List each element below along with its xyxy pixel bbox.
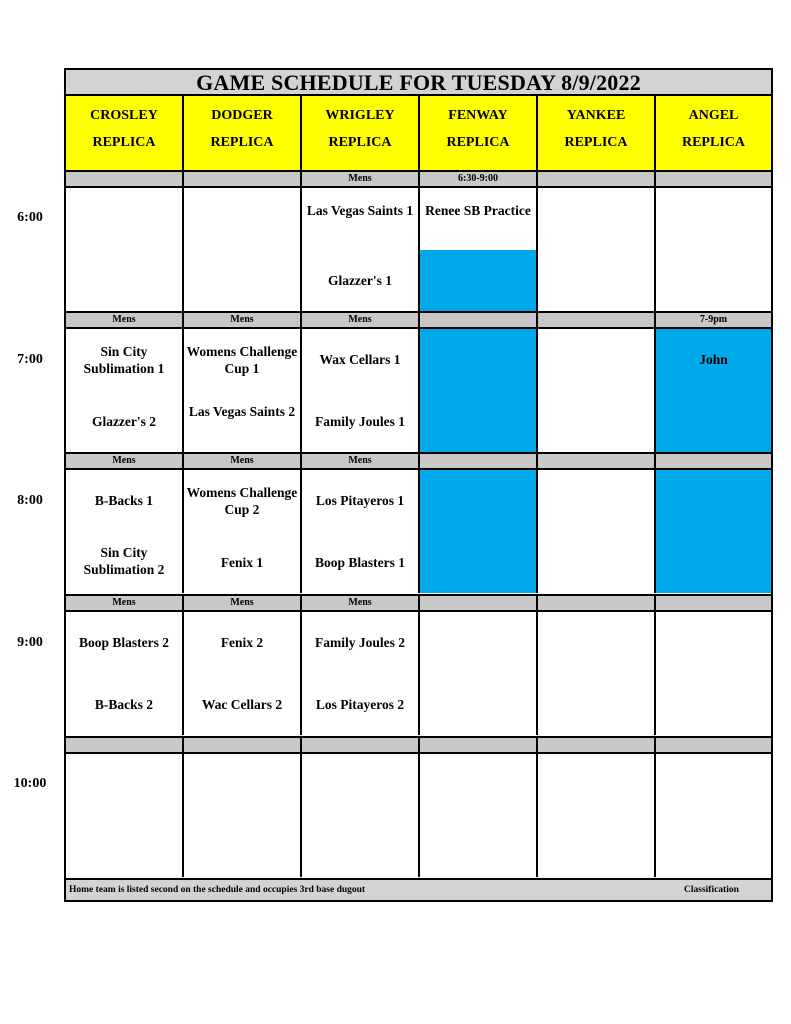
reserved-block <box>656 329 771 452</box>
game-slot <box>302 329 420 452</box>
field-header-fenway <box>420 96 538 170</box>
game-team: Family Joules 1 <box>315 414 405 429</box>
game-team: Glazzer's 1 <box>327 273 393 288</box>
reserved-block <box>420 470 536 593</box>
game-team: Los Pitayeros 1 <box>315 493 405 508</box>
band-label <box>538 454 656 468</box>
game-slot <box>538 188 656 311</box>
game-team: Boop Blasters 2 <box>78 635 169 650</box>
band-label <box>538 596 656 610</box>
game-slot <box>420 329 538 452</box>
band-label: Mens <box>302 172 420 186</box>
band-label: Mens <box>66 596 184 610</box>
field-name: ANGEL <box>688 108 739 123</box>
band-label: 7-9pm <box>699 314 728 325</box>
game-team: Glazzer's 2 <box>91 414 157 429</box>
band-label <box>184 172 302 186</box>
band-label: Mens <box>302 596 420 610</box>
field-name: FENWAY <box>448 108 508 123</box>
game-team: Sin City Sublimation 2 <box>83 545 165 577</box>
division-band <box>66 452 771 470</box>
field-name: YANKEE <box>566 108 626 123</box>
band-label: Mens <box>302 313 420 327</box>
game-slot <box>66 612 184 735</box>
game-team: B-Backs 1 <box>94 493 154 508</box>
field-header-angel <box>656 96 771 170</box>
game-team: Las Vegas Saints 2 <box>188 404 296 419</box>
game-slot <box>302 470 420 593</box>
game-team: John <box>699 352 728 367</box>
field-sub: REPLICA <box>92 135 156 150</box>
game-slot <box>184 612 302 735</box>
field-sub: REPLICA <box>564 135 628 150</box>
game-team: Fenix 2 <box>220 635 264 650</box>
band-label <box>420 454 538 468</box>
field-header-crosley <box>66 96 184 170</box>
game-team: Las Vegas Saints 1 <box>306 203 414 218</box>
field-name: DODGER <box>211 108 273 123</box>
band-label <box>302 738 420 752</box>
band-label <box>420 738 538 752</box>
field-name: WRIGLEY <box>325 108 395 123</box>
game-team: Sin City Sublimation 1 <box>83 344 165 376</box>
game-slot <box>66 188 184 311</box>
band-label <box>66 172 184 186</box>
time-label: 6:00 <box>17 210 43 225</box>
game-slot <box>656 329 771 452</box>
footer-classification: Classification <box>684 885 739 895</box>
band-label: Mens <box>66 313 184 327</box>
game-slot <box>420 188 538 311</box>
band-label: Mens <box>184 313 302 327</box>
game-team: Wax Cellars 1 <box>319 352 401 367</box>
game-slot <box>302 754 420 877</box>
game-slot <box>66 754 184 877</box>
band-label: 6:30-9:00 <box>420 172 538 186</box>
game-slot <box>302 612 420 735</box>
game-slot <box>66 470 184 593</box>
band-label <box>538 738 656 752</box>
time-label: 8:00 <box>17 493 43 508</box>
game-slot <box>656 188 771 311</box>
game-team: B-Backs 2 <box>94 697 154 712</box>
game-slot <box>538 329 656 452</box>
band-label <box>656 738 771 752</box>
band-label <box>66 738 184 752</box>
game-team: Los Pitayeros 2 <box>315 697 405 712</box>
band-label: Mens <box>184 596 302 610</box>
game-slot <box>656 470 771 593</box>
game-slot <box>656 754 771 877</box>
reserved-block <box>656 470 771 593</box>
band-label <box>656 596 771 610</box>
reserved-block <box>420 250 536 311</box>
game-slot <box>538 612 656 735</box>
game-slot <box>656 612 771 735</box>
game-slot <box>184 188 302 311</box>
schedule-table <box>64 68 773 902</box>
band-label <box>420 313 538 327</box>
game-slot <box>66 329 184 452</box>
band-label: Mens <box>302 454 420 468</box>
game-team: Renee SB Practice <box>425 203 531 218</box>
footer <box>66 878 771 900</box>
field-sub: REPLICA <box>328 135 392 150</box>
field-header-dodger <box>184 96 302 170</box>
division-band <box>66 736 771 754</box>
game-slot <box>538 754 656 877</box>
game-team: Fenix 1 <box>220 555 264 570</box>
game-slot <box>184 329 302 452</box>
field-sub: REPLICA <box>210 135 274 150</box>
band-label <box>656 172 771 186</box>
game-slot <box>184 470 302 593</box>
band-label <box>656 454 771 468</box>
field-header-wrigley <box>302 96 420 170</box>
field-sub: REPLICA <box>681 135 745 150</box>
game-team: Womens Challenge Cup 2 <box>186 485 298 517</box>
band-label <box>538 313 656 327</box>
division-band <box>66 170 771 188</box>
division-band <box>66 311 771 329</box>
footer-note: Home team is listed second on the schedule and occupies 3rd base dugout <box>69 885 366 895</box>
game-team: Family Joules 2 <box>315 635 405 650</box>
game-slot <box>420 470 538 593</box>
field-name: CROSLEY <box>90 108 158 123</box>
game-team: Womens Challenge Cup 1 <box>186 344 298 376</box>
band-label <box>420 596 538 610</box>
game-slot <box>538 470 656 593</box>
reserved-block <box>420 329 536 452</box>
game-slot <box>420 754 538 877</box>
field-sub: REPLICA <box>446 135 510 150</box>
field-header-yankee <box>538 96 656 170</box>
game-slot <box>184 754 302 877</box>
band-label: Mens <box>184 454 302 468</box>
band-label: Mens <box>66 454 184 468</box>
time-label: 10:00 <box>13 776 47 791</box>
time-label: 7:00 <box>17 352 43 367</box>
band-label <box>538 172 656 186</box>
time-label: 9:00 <box>17 635 43 650</box>
game-team: Boop Blasters 1 <box>314 555 405 570</box>
game-team: Wac Cellars 2 <box>201 697 283 712</box>
division-band <box>66 594 771 612</box>
game-slot <box>302 188 420 311</box>
band-label <box>184 738 302 752</box>
game-slot <box>420 612 538 735</box>
page-title: GAME SCHEDULE FOR TUESDAY 8/9/2022 <box>66 70 771 96</box>
